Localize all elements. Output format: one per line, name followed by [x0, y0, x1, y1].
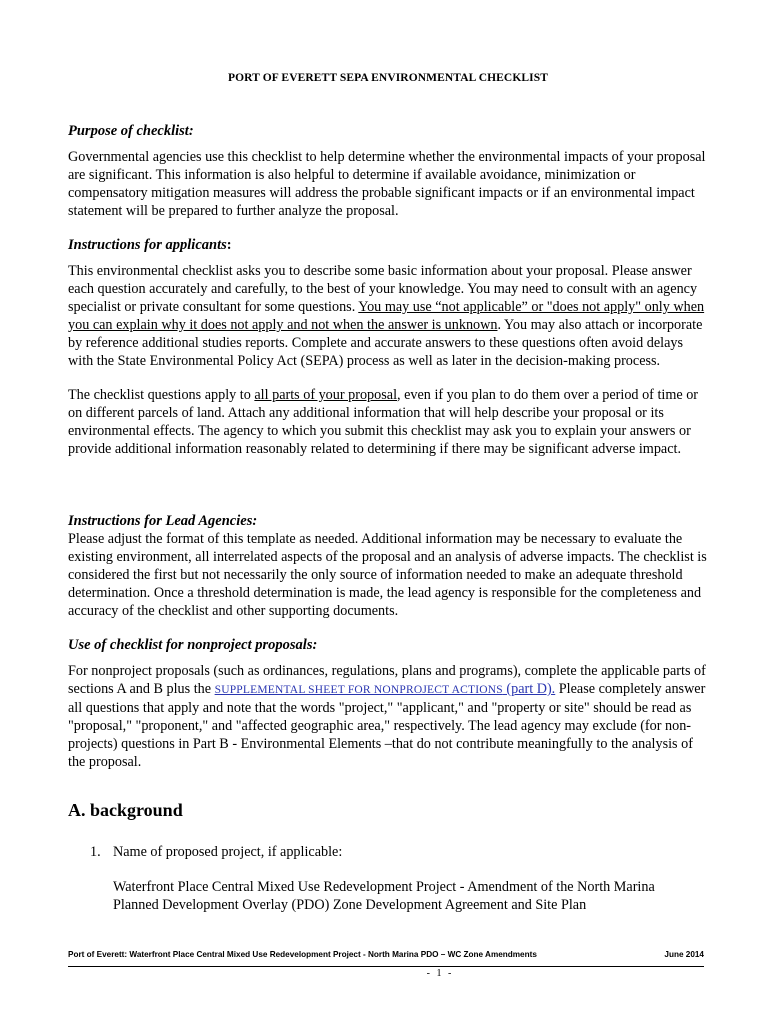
supplemental-sheet-link-tail: (part D).: [502, 681, 556, 697]
purpose-body: Governmental agencies use this checklist to help determine whether the environmental impacts of your proposal are significant. This information is also helpful to determine if available avoidance, minimization or compensatory mitigation measures will address the probable significant impacts or if an environmental impact statement will be prepared to further analyze the proposal.: [68, 149, 706, 219]
applicants-heading: [68, 236, 708, 254]
applicants-p1-text-a: This environmental checklist asks you to describe some basic information about your proposal. Please answer each question accurately and carefully, to the best of your knowledge. You may need to consult with an agency specialist or private consultant for some questions.: [68, 263, 698, 315]
nonproject-text-b: Please completely answer all questions that apply and note that the words "project," "applicant," and "property or site" should be read as "proposal," "proponent," and "affected geographic area," respectively. The lead agency may exclude (for non-projects) questions in Part B - Environmental Elements –that do not contribute meaningfully to the analysis of the proposal.: [68, 681, 706, 770]
section-a-label: A. background: [68, 800, 183, 820]
applicants-paragraph-2: [68, 386, 708, 458]
nonproject-heading: Use of checklist for nonproject proposals:: [68, 637, 318, 653]
lead-agencies-body: Please adjust the format of this template as needed. Additional information may be necessary to evaluate the existing environment, all interrelated aspects of the proposal and an analysis of adverse impacts. The checklist is considered the first but not necessarily the only source of information needed to make an adequate threshold determination. Once a threshold determination is made, the lead agency is responsible for the completeness and accuracy of the checklist and other supporting documents.: [68, 531, 707, 619]
footer-rule: [68, 966, 704, 967]
supplemental-sheet-link-caps: SUPPLEMENTAL SHEET FOR NONPROJECT ACTIONS: [214, 684, 503, 696]
question-1-number: 1.: [90, 844, 101, 860]
footer-date: June 2014: [664, 950, 704, 959]
applicants-paragraph-1: [68, 262, 708, 370]
applicants-p2-text-b: , even if you plan to do them over a period of time or on different parcels of land. Attach any additional information that will help describe your proposal or its environmental effects. The agency to which you submit this checklist may ask you to explain your answers or provide additional information reasonably related to determining if there may be significant adverse impact.: [68, 387, 699, 457]
applicants-heading-text: Instructions for applicants: [68, 237, 227, 253]
applicants-section: [68, 236, 708, 458]
nonproject-body: [68, 662, 708, 771]
footer-project-title: Port of Everett: Waterfront Place Central Mixed Use Redevelopment Project - North Marina PDO – WC Zone Amendments: [68, 950, 537, 959]
supplemental-sheet-link[interactable]: [215, 681, 556, 697]
applicants-p1-underlined: You may use “not applicable” or "does not apply" only when you can explain why it does not apply and not when the answer is unknown: [68, 299, 705, 333]
document-title: PORT OF EVERETT SEPA ENVIRONMENTAL CHECKLIST: [228, 72, 548, 84]
lead-agencies-heading: Instructions for Lead Agencies:: [68, 513, 258, 529]
page-number: - 1 -: [426, 968, 454, 979]
nonproject-text-a: For nonproject proposals (such as ordinances, regulations, plans and programs), complete the applicable parts of sections A and B plus the: [68, 663, 706, 697]
question-1-text: Name of proposed project, if applicable:: [113, 844, 343, 860]
purpose-heading: Purpose of checklist:: [68, 123, 194, 139]
section-a-heading: [68, 800, 708, 821]
lead-agencies-section: [68, 512, 708, 620]
applicants-p2-underlined: all parts of your proposal: [254, 387, 398, 403]
purpose-section: [68, 122, 708, 220]
question-1-answer: Waterfront Place Central Mixed Use Redevelopment Project - Amendment of the North Marina Planned Development Overlay (PDO) Zone Development Agreement and Site Plan: [113, 879, 655, 913]
nonproject-section: [68, 636, 708, 771]
applicants-heading-colon: :: [226, 237, 232, 253]
applicants-p1-text-b: . You may also attach or incorporate by reference additional studies reports. Complete and accurate answers to these questions often avoid delays with the State Environmental Policy Act (SEPA) process as well as later in the decision-making process.: [68, 317, 703, 369]
applicants-p2-text-a: The checklist questions apply to: [68, 387, 255, 403]
